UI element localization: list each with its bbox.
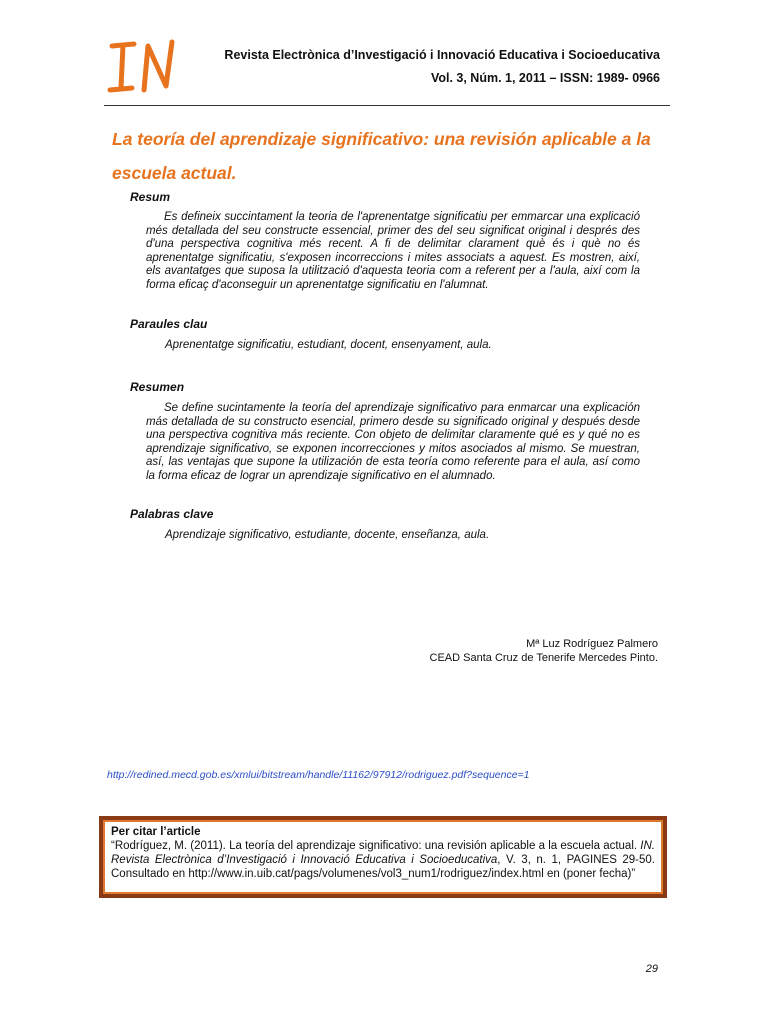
resumen-text: [146, 402, 640, 484]
logo-text: IN: [104, 36, 105, 37]
citation-text-1: “Rodríguez, M. (2011). La teoría del aprendizaje significativo: una revisión aplicable a la escuela actual.: [111, 840, 641, 852]
paraules-clau-heading: Paraules clau: [130, 317, 208, 331]
citation-text-2: , V. 3, n. 1, PAGINES 29-50. Consultado en http://www.in.uib.cat/pags/volumenes/vol3_num1/rodriguez/index.html en (poner fecha)”: [111, 854, 655, 880]
paraules-clau: Aprenentatge significatiu, estudiant, docent, ensenyament, aula.: [165, 339, 492, 351]
journal-logo: [104, 36, 194, 98]
issue-info: Vol. 3, Núm. 1, 2011 – ISSN: 1989- 0966: [430, 71, 660, 85]
author-name: Mª Luz Rodríguez Palmero: [526, 638, 658, 650]
header-divider: [104, 105, 670, 106]
resum-text: [146, 211, 640, 293]
citation-journal: IN. Revista Electrònica d’Investigació i Innovació Educativa i Socioeducativa: [111, 840, 655, 866]
citation-content: [103, 820, 663, 894]
article-title: La teoría del aprendizaje significativo: una revisión aplicable a la escuela actual.: [112, 129, 651, 183]
citation-heading: Per citar l’article: [111, 826, 201, 838]
source-link[interactable]: http://redined.mecd.gob.es/xmlui/bitstream/handle/11162/97912/rodriguez.pdf?sequence=1: [107, 769, 530, 781]
resum-heading: Resum: [130, 190, 171, 204]
resumen-heading: Resumen: [130, 380, 185, 394]
journal-name: Revista Electrònica d’Investigació i Innovació Educativa i Socioeducativa: [224, 48, 660, 62]
citation-box: [99, 816, 667, 898]
palabras-clave-heading: Palabras clave: [130, 507, 214, 521]
resum-paragraph: Es defineix succintament la teoria de l'aprenentatge significatiu per emmarcar una explicació més detallada del seu constructe essencial, primer des del seu significat original i després des d'una perspectiva cognitiva més recent. A fi de delimitar clarament què és i què no és aprenentatge significatiu, s'exposen incorreccions i mites associats a aquest. Es mostren, així, els avantatges que suposa la utilització d'aquesta teoria com a referent per a l'aula, així com la forma eficaç d'aconseguir un aprenentatge significatiu en l'alumnat.: [146, 211, 640, 291]
palabras-clave: Aprendizaje significativo, estudiante, docente, enseñanza, aula.: [165, 529, 490, 541]
page-number: 29: [645, 963, 658, 975]
author-affiliation: CEAD Santa Cruz de Tenerife Mercedes Pinto.: [429, 652, 658, 664]
resumen-paragraph: Se define sucintamente la teoría del aprendizaje significativo para enmarcar una explicación más detallada de su constructo esencial, primero desde su significado original y después desde una perspectiva cognitiva más reciente. Con objeto de delimitar claramente qué es y qué no es aprendizaje significativo, se exponen incorrecciones y mitos asociados al mismo. Se muestran, así, las ventajas que supone la utilización de esta teoría como referente para el aula, así como la forma eficaz de lograr un aprendizaje significativo en el alumnado.: [146, 402, 640, 482]
